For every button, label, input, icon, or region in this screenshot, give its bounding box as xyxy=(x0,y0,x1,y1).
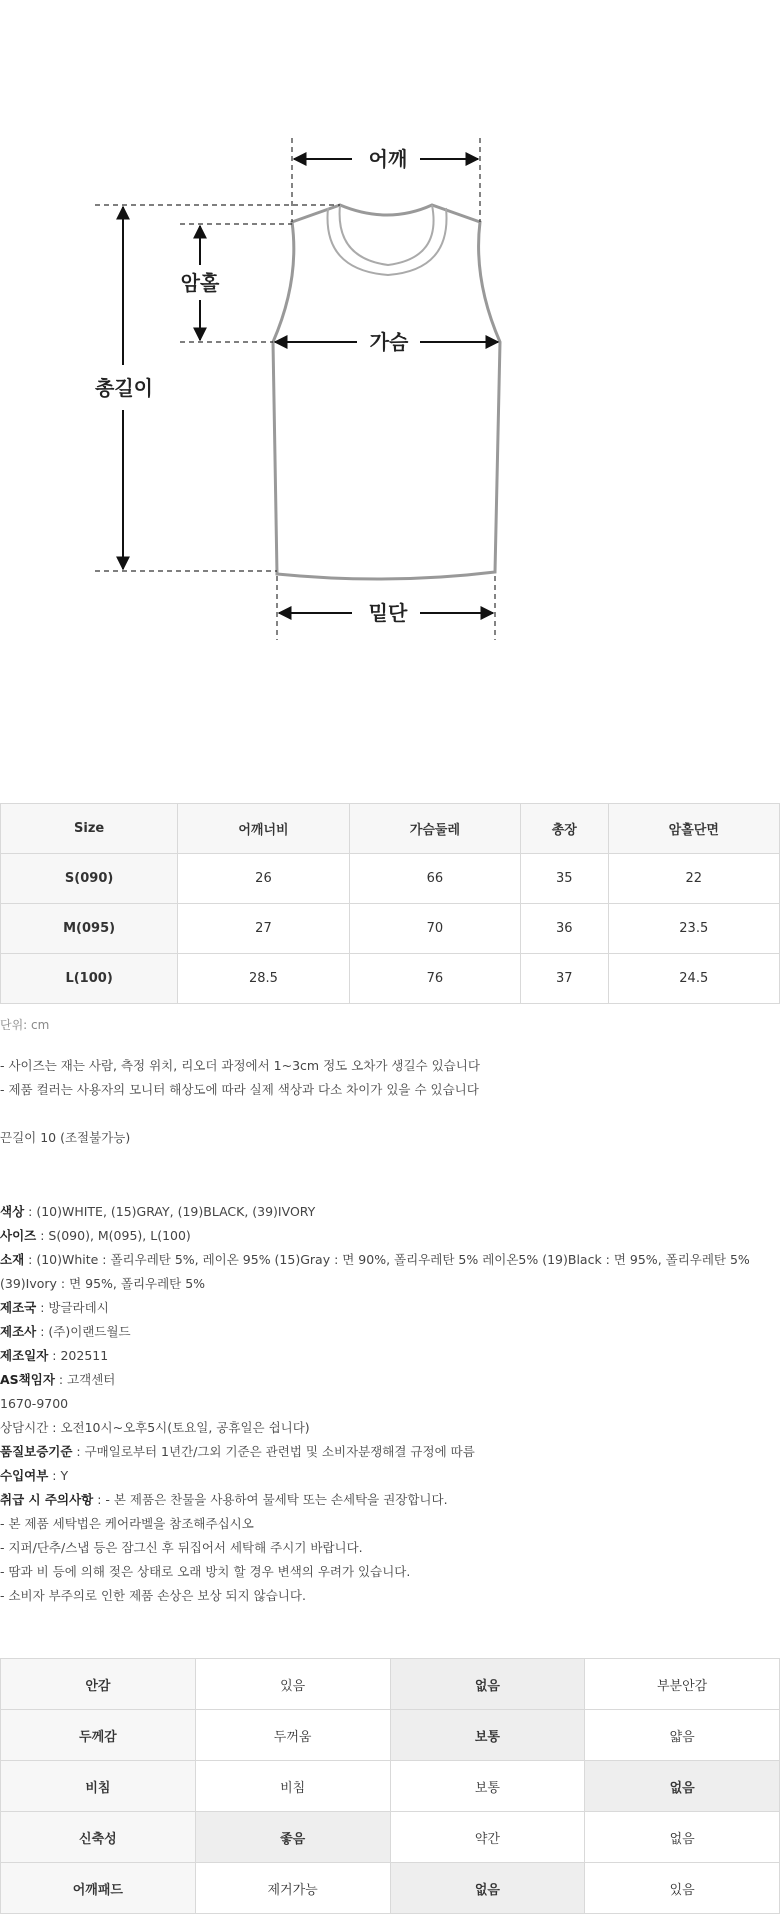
tank-top-diagram xyxy=(0,0,780,760)
shoulder-width-header: 어깨너비 xyxy=(178,804,349,854)
note-line: - 사이즈는 재는 사람, 측정 위치, 리오더 과정에서 1~3cm 정도 오차가 생길수 있습니다 xyxy=(0,1058,480,1073)
property-label: 안감 xyxy=(1,1659,196,1710)
product-info xyxy=(0,1200,780,1608)
info-line xyxy=(0,1560,780,1584)
property-option: 부분안감 xyxy=(585,1659,780,1710)
info-value: - 땀과 비 등에 의해 젖은 상태로 오래 방치 할 경우 변색의 우려가 있습니다. xyxy=(0,1564,411,1579)
armhole-header: 암홀단면 xyxy=(608,804,779,854)
info-value: 1670-9700 xyxy=(0,1396,69,1411)
property-option-selected: 없음 xyxy=(390,1659,585,1710)
table-row xyxy=(1,954,780,1004)
info-line xyxy=(0,1392,780,1416)
info-label: 제조국 xyxy=(0,1300,37,1315)
info-value: : 고객센터 xyxy=(54,1372,116,1387)
table-cell: 28.5 xyxy=(178,954,349,1004)
property-option: 보통 xyxy=(390,1761,585,1812)
info-value: : (주)이랜드월드 xyxy=(36,1324,131,1339)
info-value: : 구매일로부터 1년간/그외 기준은 관련법 및 소비자분쟁해결 규정에 따름 xyxy=(72,1444,475,1459)
info-value: 상담시간 : 오전10시~오후5시(토요일, 공휴일은 쉽니다) xyxy=(0,1420,310,1435)
table-cell: 26 xyxy=(178,854,349,904)
property-row xyxy=(1,1863,780,1914)
info-value: : S(090), M(095), L(100) xyxy=(36,1228,191,1243)
size-table-header-row xyxy=(1,804,780,854)
info-label: 색상 xyxy=(0,1204,25,1219)
info-line xyxy=(0,1224,780,1248)
info-value: : 202511 xyxy=(48,1348,109,1363)
info-line xyxy=(0,1584,780,1608)
info-label: 취급 시 주의사항 xyxy=(0,1492,94,1507)
info-label: 제조일자 xyxy=(0,1348,49,1363)
info-label: AS책임자 xyxy=(0,1372,55,1387)
table-cell: 22 xyxy=(608,854,779,904)
product-properties-table xyxy=(0,1658,780,1914)
size-cell: M(095) xyxy=(1,904,178,954)
property-option-selected: 없음 xyxy=(390,1863,585,1914)
property-option: 얇음 xyxy=(585,1710,780,1761)
table-cell: 23.5 xyxy=(608,904,779,954)
property-option: 없음 xyxy=(585,1812,780,1863)
size-cell: L(100) xyxy=(1,954,178,1004)
info-value: : (10)WHITE, (15)GRAY, (19)BLACK, (39)IVORY xyxy=(24,1204,316,1219)
size-header: Size xyxy=(1,804,178,854)
property-row xyxy=(1,1761,780,1812)
table-cell: 36 xyxy=(521,904,608,954)
property-option: 두꺼움 xyxy=(195,1710,390,1761)
hem-label: 밑단 xyxy=(368,601,408,625)
info-label: 수입여부 xyxy=(0,1468,49,1483)
table-cell: 70 xyxy=(349,904,520,954)
info-value: - 본 제품 세탁법은 케어라벨을 참조해주십시오 xyxy=(0,1516,254,1531)
info-value: - 소비자 부주의로 인한 제품 손상은 보상 되지 않습니다. xyxy=(0,1588,306,1603)
info-line xyxy=(0,1344,780,1368)
table-cell: 35 xyxy=(521,854,608,904)
info-value: : 방글라데시 xyxy=(36,1300,109,1315)
unit-note: 단위: cm xyxy=(0,1018,50,1032)
table-row xyxy=(1,904,780,954)
info-label: 품질보증기준 xyxy=(0,1444,73,1459)
info-label: 소재 xyxy=(0,1252,25,1267)
size-cell: S(090) xyxy=(1,854,178,904)
info-label: 제조사 xyxy=(0,1324,37,1339)
table-cell: 24.5 xyxy=(608,954,779,1004)
garment-outline xyxy=(273,205,500,579)
info-line xyxy=(0,1248,780,1296)
info-line xyxy=(0,1512,780,1536)
property-row xyxy=(1,1710,780,1761)
info-line xyxy=(0,1200,780,1224)
property-option-selected: 보통 xyxy=(390,1710,585,1761)
info-line xyxy=(0,1464,780,1488)
size-table xyxy=(0,803,780,1004)
chest-header: 가슴둘레 xyxy=(349,804,520,854)
table-cell: 27 xyxy=(178,904,349,954)
property-option: 비침 xyxy=(195,1761,390,1812)
info-value: : - 본 제품은 찬물을 사용하여 물세탁 또는 손세탁을 권장합니다. xyxy=(93,1492,448,1507)
table-cell: 76 xyxy=(349,954,520,1004)
size-diagram xyxy=(0,0,780,760)
info-line xyxy=(0,1416,780,1440)
property-label: 두께감 xyxy=(1,1710,196,1761)
property-row xyxy=(1,1659,780,1710)
property-option-selected: 없음 xyxy=(585,1761,780,1812)
property-option: 있음 xyxy=(195,1659,390,1710)
info-line xyxy=(0,1440,780,1464)
property-label: 어깨패드 xyxy=(1,1863,196,1914)
info-line xyxy=(0,1296,780,1320)
length-label: 총길이 xyxy=(95,376,153,400)
note-line: - 제품 컬러는 사용자의 모니터 해상도에 따라 실제 색상과 다소 차이가 있을 수 있습니다 xyxy=(0,1082,479,1097)
property-option: 있음 xyxy=(585,1863,780,1914)
property-row xyxy=(1,1812,780,1863)
info-line xyxy=(0,1368,780,1392)
armhole-label: 암홀 xyxy=(180,271,220,295)
property-label: 신축성 xyxy=(1,1812,196,1863)
info-line xyxy=(0,1320,780,1344)
chest-label: 가슴 xyxy=(369,330,409,354)
length-header: 총장 xyxy=(521,804,608,854)
strap-length-note: 끈길이 10 (조절불가능) xyxy=(0,1130,131,1145)
property-option: 제거가능 xyxy=(195,1863,390,1914)
info-value: - 지퍼/단추/스냅 등은 잠그신 후 뒤집어서 세탁해 주시기 바랍니다. xyxy=(0,1540,363,1555)
table-cell: 37 xyxy=(521,954,608,1004)
info-value: : Y xyxy=(48,1468,69,1483)
info-line xyxy=(0,1488,780,1512)
table-row xyxy=(1,854,780,904)
property-label: 비침 xyxy=(1,1761,196,1812)
info-value: : (10)White : 폴리우레탄 5%, 레이온 95% (15)Gray : 면 90%, 폴리우레탄 5% 레이온5% (19)Black : 면 95%, 폴리우레탄 5% (39)Ivory : 면 95%, 폴리우레탄 5% xyxy=(0,1252,750,1291)
property-option-selected: 좋음 xyxy=(195,1812,390,1863)
table-cell: 66 xyxy=(349,854,520,904)
size-notes xyxy=(0,1054,780,1102)
info-line xyxy=(0,1536,780,1560)
info-label: 사이즈 xyxy=(0,1228,37,1243)
shoulder-label: 어깨 xyxy=(368,147,408,171)
property-option: 약간 xyxy=(390,1812,585,1863)
